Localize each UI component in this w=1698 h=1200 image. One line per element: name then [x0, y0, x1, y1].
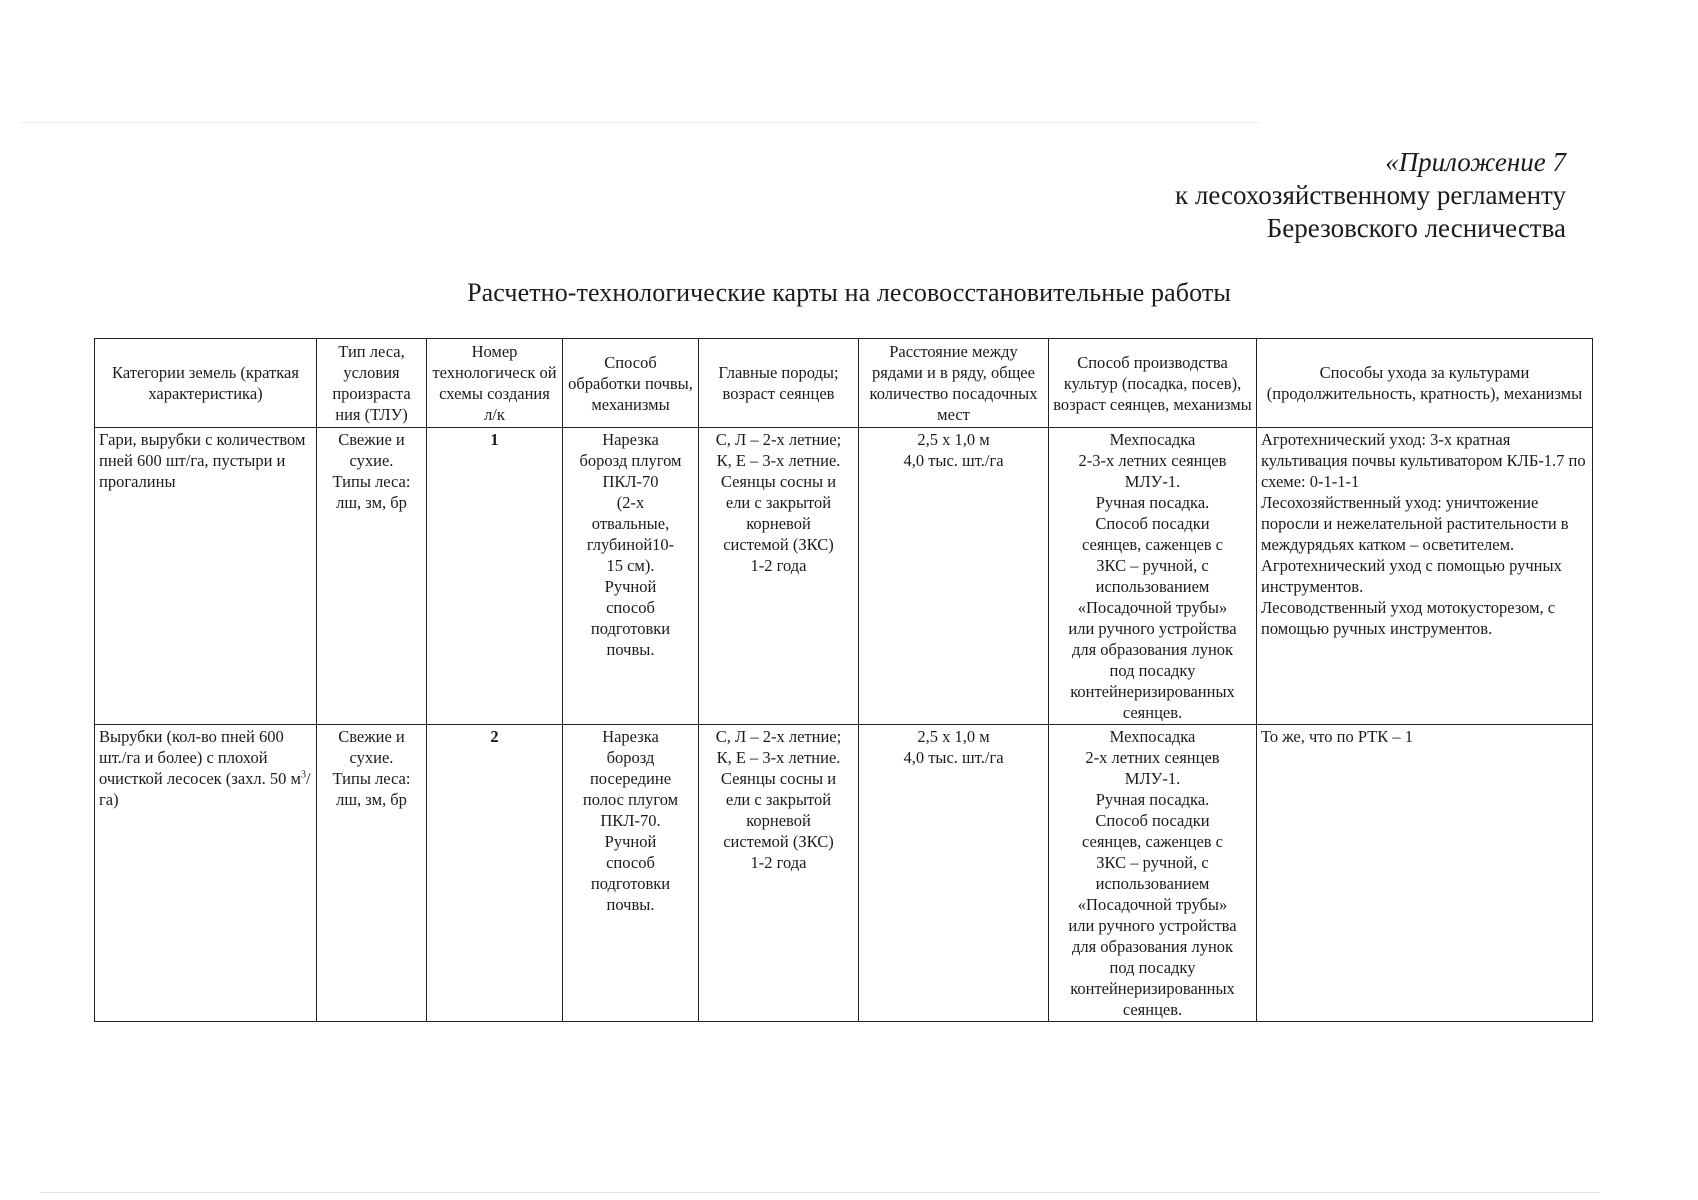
cell-species: С, Л – 2-х летние; К, Е – 3-х летние. Сеянцы сосны и ели с закрытой корневой системой (ЗКС) 1-2 года	[699, 428, 859, 725]
cell-planting-method: Мехпосадка 2-3-х летних сеянцев МЛУ-1. Ручная посадка. Способ посадки сеянцев, саженцев с ЗКС – ручной, с использованием «Посадочной трубы» или ручного устройства для образования лунок под посадку контейнеризированных сеянцев.	[1049, 428, 1257, 725]
appendix-regulation: к лесохозяйственному регламенту	[1175, 180, 1566, 210]
scan-artifact-line	[40, 1192, 1600, 1193]
header-care-methods: Способы ухода за культурами (продолжительность, кратность), механизмы	[1257, 339, 1593, 428]
cell-care-methods: То же, что по РТК – 1	[1257, 725, 1593, 1022]
cell-care-methods: Агротехнический уход: 3-х кратная культивация почвы культиватором КЛБ-1.7 по схеме: 0-1-1-1 Лесохозяйственный уход: уничтожение поросли и нежелательной растительности в междурядьях катком – осветителем. Агротехнический уход с помощью ручных инструментов. Лесоводственный уход мотокусторезом, с помощью ручных инструментов.	[1257, 428, 1593, 725]
appendix-forestry: Березовского лесничества	[1266, 213, 1566, 243]
header-spacing: Расстояние между рядами и в ряду, общее количество посадочных мест	[859, 339, 1049, 428]
land-category-text-end: /га)	[99, 769, 311, 809]
page-title: Расчетно-технологические карты на лесовосстановительные работы	[467, 278, 1231, 307]
cell-land-category: Гари, вырубки с количеством пней 600 шт/га, пустыри и прогалины	[95, 428, 317, 725]
appendix-header	[1175, 146, 1566, 245]
header-planting-method: Способ производства культур (посадка, посев), возраст сеянцев, механизмы	[1049, 339, 1257, 428]
cell-soil-treatment: Нарезка борозд посередине полос плугом ПКЛ-70. Ручной способ подготовки почвы.	[563, 725, 699, 1022]
scan-artifact-line	[20, 122, 1260, 123]
cell-forest-type: Свежие и сухие. Типы леса: лш, зм, бр	[317, 725, 427, 1022]
header-land-category: Категории земель (краткая характеристика)	[95, 339, 317, 428]
header-forest-type: Тип леса, условия произраста ния (ТЛУ)	[317, 339, 427, 428]
cell-soil-treatment: Нарезка борозд плугом ПКЛ-70 (2-х отвальные, глубиной10- 15 см). Ручной способ подготовки почвы.	[563, 428, 699, 725]
cell-species: С, Л – 2-х летние; К, Е – 3-х летние. Сеянцы сосны и ели с закрытой корневой системой (ЗКС) 1-2 года	[699, 725, 859, 1022]
cell-spacing: 2,5 х 1,0 м 4,0 тыс. шт./га	[859, 428, 1049, 725]
appendix-number: «Приложение 7	[1385, 147, 1566, 177]
rtk-table	[94, 338, 1593, 1022]
cubic-superscript: 3	[300, 769, 306, 781]
cell-scheme-number: 2	[427, 725, 563, 1022]
cell-planting-method: Мехпосадка 2-х летних сеянцев МЛУ-1. Ручная посадка. Способ посадки сеянцев, саженцев с ЗКС – ручной, с использованием «Посадочной трубы» или ручного устройства для образования лунок под посадку контейнеризированных сеянцев.	[1049, 725, 1257, 1022]
cell-spacing: 2,5 х 1,0 м 4,0 тыс. шт./га	[859, 725, 1049, 1022]
table-row	[95, 725, 1593, 1022]
header-species: Главные породы; возраст сеянцев	[699, 339, 859, 428]
cell-forest-type: Свежие и сухие. Типы леса: лш, зм, бр	[317, 428, 427, 725]
land-category-text: Вырубки (кол-во пней 600 шт./га и более) с плохой очисткой лесосек (захл. 50 м	[99, 727, 301, 788]
cell-scheme-number: 1	[427, 428, 563, 725]
cell-land-category	[95, 725, 317, 1022]
table-header-row	[95, 339, 1593, 428]
table-row	[95, 428, 1593, 725]
header-scheme-number: Номер технологическ ой схемы создания л/к	[427, 339, 563, 428]
header-soil-treatment: Способ обработки почвы, механизмы	[563, 339, 699, 428]
